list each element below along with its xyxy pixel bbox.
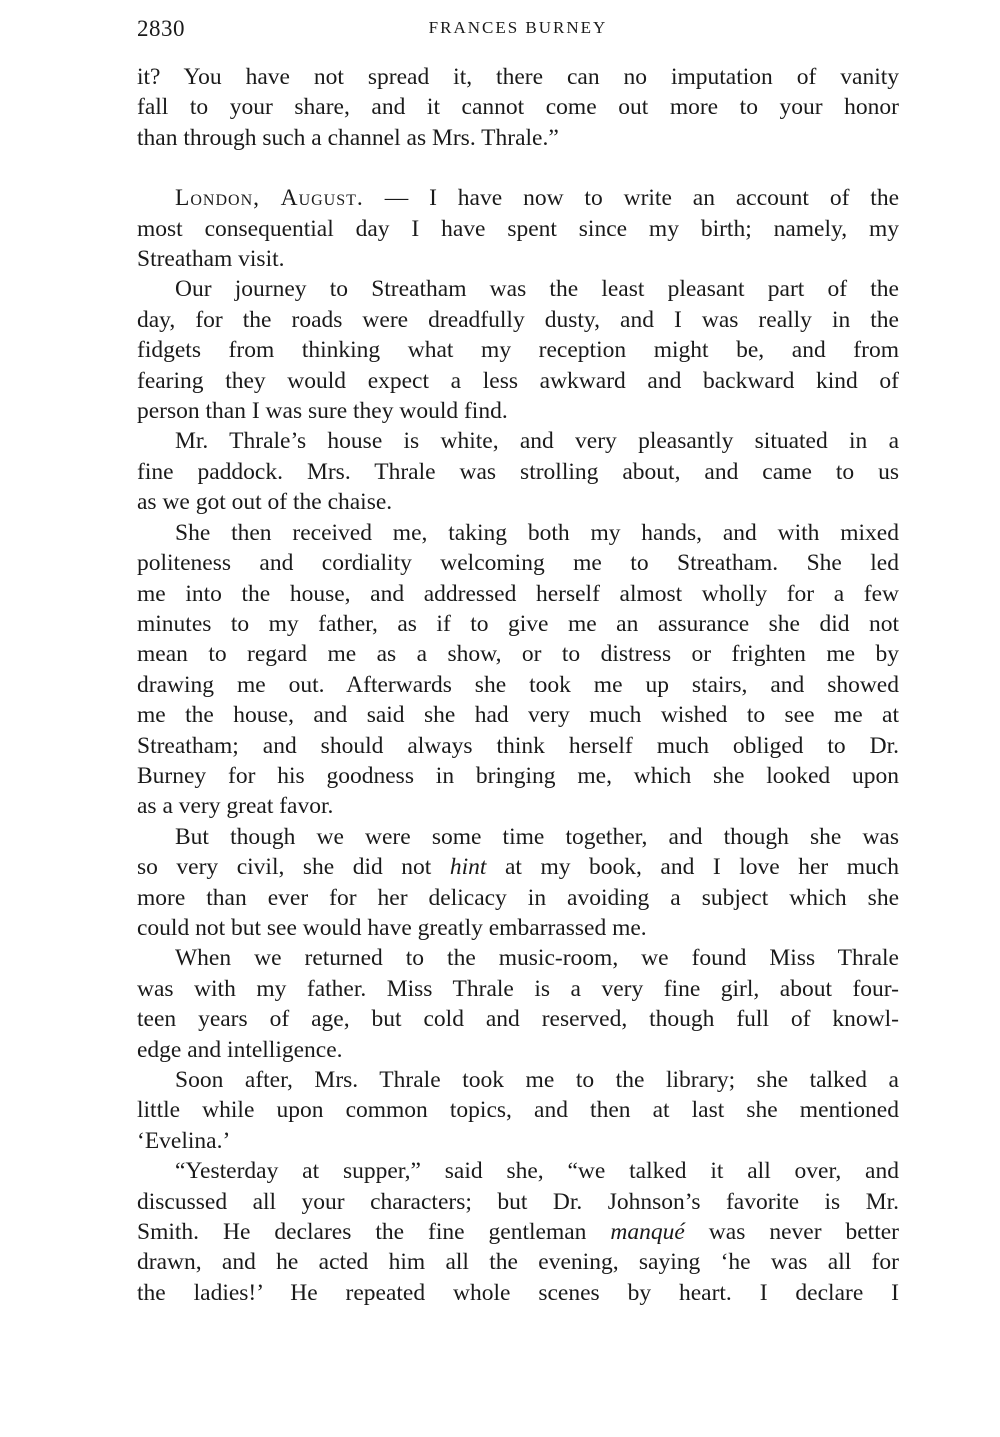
text-line: me the house, and said she had very much wished to see me at [137,702,899,729]
text-line: Mr. Thrale’s house is white, and very pleasantly situated in a [175,428,899,455]
text-segment: was never better [684,1219,899,1246]
text-segment: so very civil, she did not [137,854,450,881]
text-line: Streatham visit. [137,246,285,273]
text-line: Our journey to Streatham was the least pleasant part of the [175,276,899,303]
text-line: day, for the roads were dreadfully dusty, and I was really in the [137,306,899,333]
paragraph [137,1065,899,1156]
text-line: minutes to my father, as if to give me an assurance she did not [137,610,899,637]
running-head [137,12,899,44]
text-line [137,183,899,213]
section-gap [137,153,899,183]
text-line: But though we were some time together, and though she was [175,823,899,850]
page-number: 2830 [137,16,185,41]
running-title: FRANCES BURNEY [428,18,608,37]
text-line: discussed all your characters; but Dr. Johnson’s favorite is Mr. [137,1188,899,1215]
text-line: as we got out of the chaise. [137,489,393,516]
paragraph-continuation [137,62,899,153]
text-line: fearing they would expect a less awkward and backward kind of [137,367,899,394]
paragraph [137,943,899,1065]
text-segment: — I have now to write an account of the [363,185,900,212]
text-line: She then received me, taking both my hands, and with mixed [175,519,899,546]
text-line: little while upon common topics, and then at last she mentioned [137,1097,899,1124]
paragraph [137,822,899,944]
paragraph [137,1156,899,1308]
text-line: “Yesterday at supper,” said she, “we talked it all over, and [175,1158,899,1185]
text-line: ‘Evelina.’ [137,1127,231,1154]
paragraph [137,274,899,426]
text-line: me into the house, and addressed herself almost wholly for a few [137,580,899,607]
text-line: teen years of age, but cold and reserved, though full of knowl- [137,1006,899,1033]
text-line: the ladies!’ He repeated whole scenes by heart. I declare I [137,1279,899,1306]
text-line: could not but see would have greatly embarrassed me. [137,914,647,941]
paragraph [137,518,899,822]
text-line: When we returned to the music-room, we found Miss Thrale [175,945,899,972]
text-line: Streatham; and should always think herself much obliged to Dr. [137,732,899,759]
text-line: it? You have not spread it, there can no imputation of vanity [137,64,899,90]
text-line: politeness and cordiality welcoming me to Streatham. She led [137,550,899,577]
text-line: drawing me out. Afterwards she took me up stairs, and showed [137,671,899,698]
italic-emphasis: manqué [610,1219,685,1246]
text-line: than through such a channel as Mrs. Thrale.” [137,124,559,151]
text-segment: Smith. He declares the fine gentleman [137,1219,611,1246]
text-line: person than I was sure they would find. [137,398,508,425]
text-segment: at my book, and I love her much [486,854,899,881]
text-line: fall to your share, and it cannot come out more to your honor [137,94,899,121]
text-line: drawn, and he acted him all the evening, saying ‘he was all for [137,1249,899,1276]
text-line [137,1217,899,1247]
text-line: Burney for his goodness in bringing me, which she looked upon [137,762,899,789]
text-line: edge and intelligence. [137,1036,343,1063]
italic-emphasis: hint [449,854,487,881]
text-line: fine paddock. Mrs. Thrale was strolling about, and came to us [137,458,899,485]
text-line: more than ever for her delicacy in avoiding a subject which she [137,884,899,911]
paragraph-dateline-entry [137,183,899,274]
dateline: London, August. [175,185,364,212]
text-line: as a very great favor. [137,793,334,820]
text-line: was with my father. Miss Thrale is a very fine girl, about four- [137,975,899,1002]
text-line [137,852,899,882]
text-line: most consequential day I have spent since my birth; namely, my [137,215,899,242]
paragraph [137,426,899,517]
text-line: mean to regard me as a show, or to distress or frighten me by [137,641,899,668]
text-line: fidgets from thinking what my reception might be, and from [137,337,899,364]
text-line: Soon after, Mrs. Thrale took me to the library; she talked a [175,1067,899,1093]
body-text [137,62,899,1308]
